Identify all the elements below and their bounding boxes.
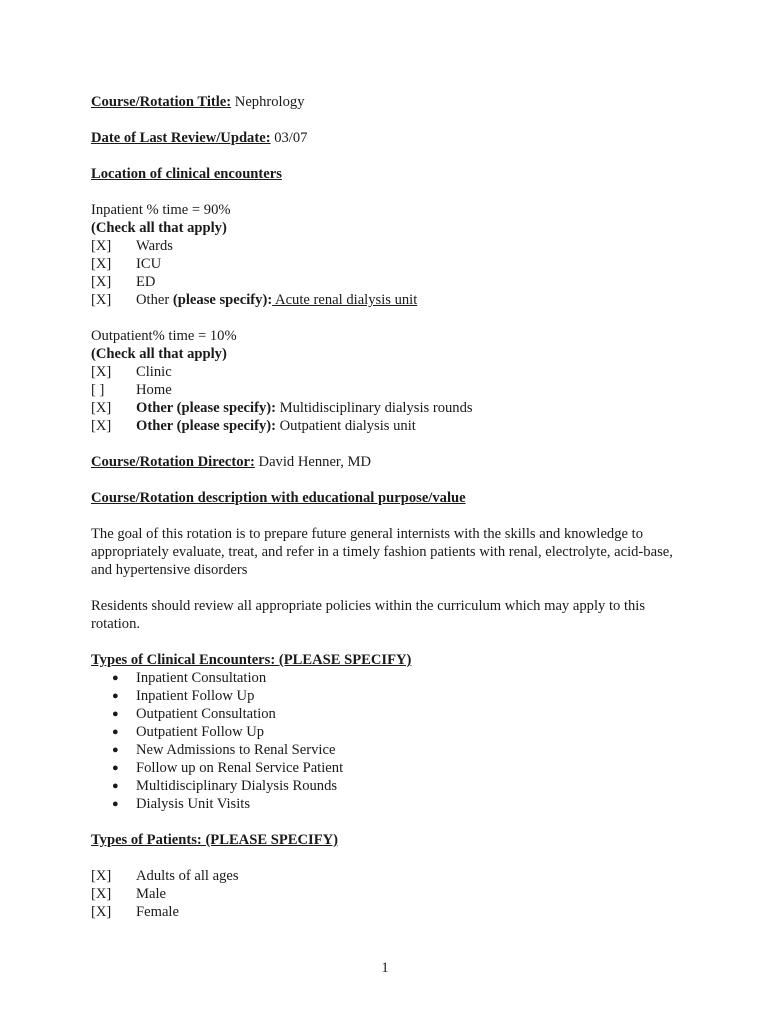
document-body xyxy=(91,93,681,921)
outpatient-option-other-rounds xyxy=(91,399,681,417)
checkbox-mark: [X] xyxy=(91,868,112,884)
outpatient-option-clinic xyxy=(91,363,681,381)
patient-option-female xyxy=(91,903,681,921)
patient-option-adults xyxy=(91,867,681,885)
bullet-icon: ● xyxy=(112,744,119,756)
review-date-value: 03/07 xyxy=(270,130,308,146)
inpatient-time: Inpatient % time = 90% xyxy=(91,202,231,218)
list-item-label: New Admissions to Renal Service xyxy=(136,742,336,758)
list-item xyxy=(91,741,681,759)
list-item xyxy=(91,705,681,723)
director-line xyxy=(91,453,681,471)
checkbox-mark: [X] xyxy=(91,886,112,902)
checkbox-mark: [X] xyxy=(91,400,112,416)
patient-option-male xyxy=(91,885,681,903)
review-date-line xyxy=(91,129,681,147)
inpatient-option-ed xyxy=(91,273,681,291)
please-specify: (please specify): xyxy=(172,292,273,308)
checkbox-mark: [X] xyxy=(91,292,112,308)
option-label xyxy=(136,417,416,435)
bullet-icon: ● xyxy=(112,762,119,774)
other-value: Outpatient dialysis unit xyxy=(275,418,416,434)
option-label xyxy=(136,291,417,309)
review-date-label: Date of Last Review/Update: xyxy=(91,130,271,146)
list-item-label: Multidisciplinary Dialysis Rounds xyxy=(136,778,338,794)
inpatient-option-other xyxy=(91,291,681,309)
inpatient-check-label: (Check all that apply) xyxy=(91,220,227,236)
list-item xyxy=(91,759,681,777)
list-item xyxy=(91,723,681,741)
list-item-label: Inpatient Consultation xyxy=(136,670,267,686)
checkbox-mark: [X] xyxy=(91,364,112,380)
checkbox-mark: [X] xyxy=(91,256,112,272)
option-label: Wards xyxy=(136,238,173,254)
checkbox-mark: [X] xyxy=(91,274,112,290)
checkbox-mark: [X] xyxy=(91,418,112,434)
list-item-label: Follow up on Renal Service Patient xyxy=(136,760,344,776)
description-paragraph-goal: The goal of this rotation is to prepare future general internists with the skills and knowledge to appropriately evaluate, treat, and refer in a timely fashion patients with renal, electrolyte, acid-base, and hypertensive disorders xyxy=(91,526,673,578)
option-label: Adults of all ages xyxy=(136,868,239,884)
patients-heading: Types of Patients: (PLEASE SPECIFY) xyxy=(91,832,339,848)
description-paragraph-policies: Residents should review all appropriate policies within the curriculum which may apply to this rotation. xyxy=(91,598,646,632)
inpatient-option-icu xyxy=(91,255,681,273)
list-item xyxy=(91,669,681,687)
other-value: Acute renal dialysis unit xyxy=(272,292,418,308)
checkbox-mark: [X] xyxy=(91,238,112,254)
course-title-value: Nephrology xyxy=(231,94,305,110)
list-item-label: Inpatient Follow Up xyxy=(136,688,255,704)
bullet-icon: ● xyxy=(112,726,119,738)
other-prefix: Other xyxy=(136,292,173,308)
checkbox-mark: [ ] xyxy=(91,382,105,398)
list-item xyxy=(91,795,681,813)
please-specify: Other (please specify): xyxy=(136,400,276,416)
outpatient-time: Outpatient% time = 10% xyxy=(91,328,237,344)
encounters-heading: Types of Clinical Encounters: (PLEASE SPECIFY) xyxy=(91,652,412,668)
outpatient-check-label: (Check all that apply) xyxy=(91,346,227,362)
course-title-line xyxy=(91,93,681,111)
other-value: Multidisciplinary dialysis rounds xyxy=(275,400,473,416)
option-label: Home xyxy=(136,382,172,398)
option-label: Clinic xyxy=(136,364,172,380)
list-item xyxy=(91,777,681,795)
page-number: 1 xyxy=(381,960,389,976)
outpatient-option-home xyxy=(91,381,681,399)
director-value: David Henner, MD xyxy=(254,454,372,470)
list-item-label: Dialysis Unit Visits xyxy=(136,796,250,812)
bullet-icon: ● xyxy=(112,798,119,810)
please-specify: Other (please specify): xyxy=(136,418,276,434)
bullet-icon: ● xyxy=(112,672,119,684)
list-item-label: Outpatient Consultation xyxy=(136,706,276,722)
course-title-label: Course/Rotation Title: xyxy=(91,94,232,110)
option-label xyxy=(136,399,473,417)
outpatient-option-other-unit xyxy=(91,417,681,435)
option-label: ED xyxy=(136,274,156,290)
option-label: ICU xyxy=(136,256,162,272)
list-item-label: Outpatient Follow Up xyxy=(136,724,265,740)
option-label: Female xyxy=(136,904,179,920)
checkbox-mark: [X] xyxy=(91,904,112,920)
bullet-icon: ● xyxy=(112,690,119,702)
inpatient-option-wards xyxy=(91,237,681,255)
director-label: Course/Rotation Director: xyxy=(91,454,255,470)
bullet-icon: ● xyxy=(112,708,119,720)
bullet-icon: ● xyxy=(112,780,119,792)
description-heading: Course/Rotation description with educational purpose/value xyxy=(91,490,466,506)
list-item xyxy=(91,687,681,705)
option-label: Male xyxy=(136,886,166,902)
location-heading: Location of clinical encounters xyxy=(91,166,282,182)
